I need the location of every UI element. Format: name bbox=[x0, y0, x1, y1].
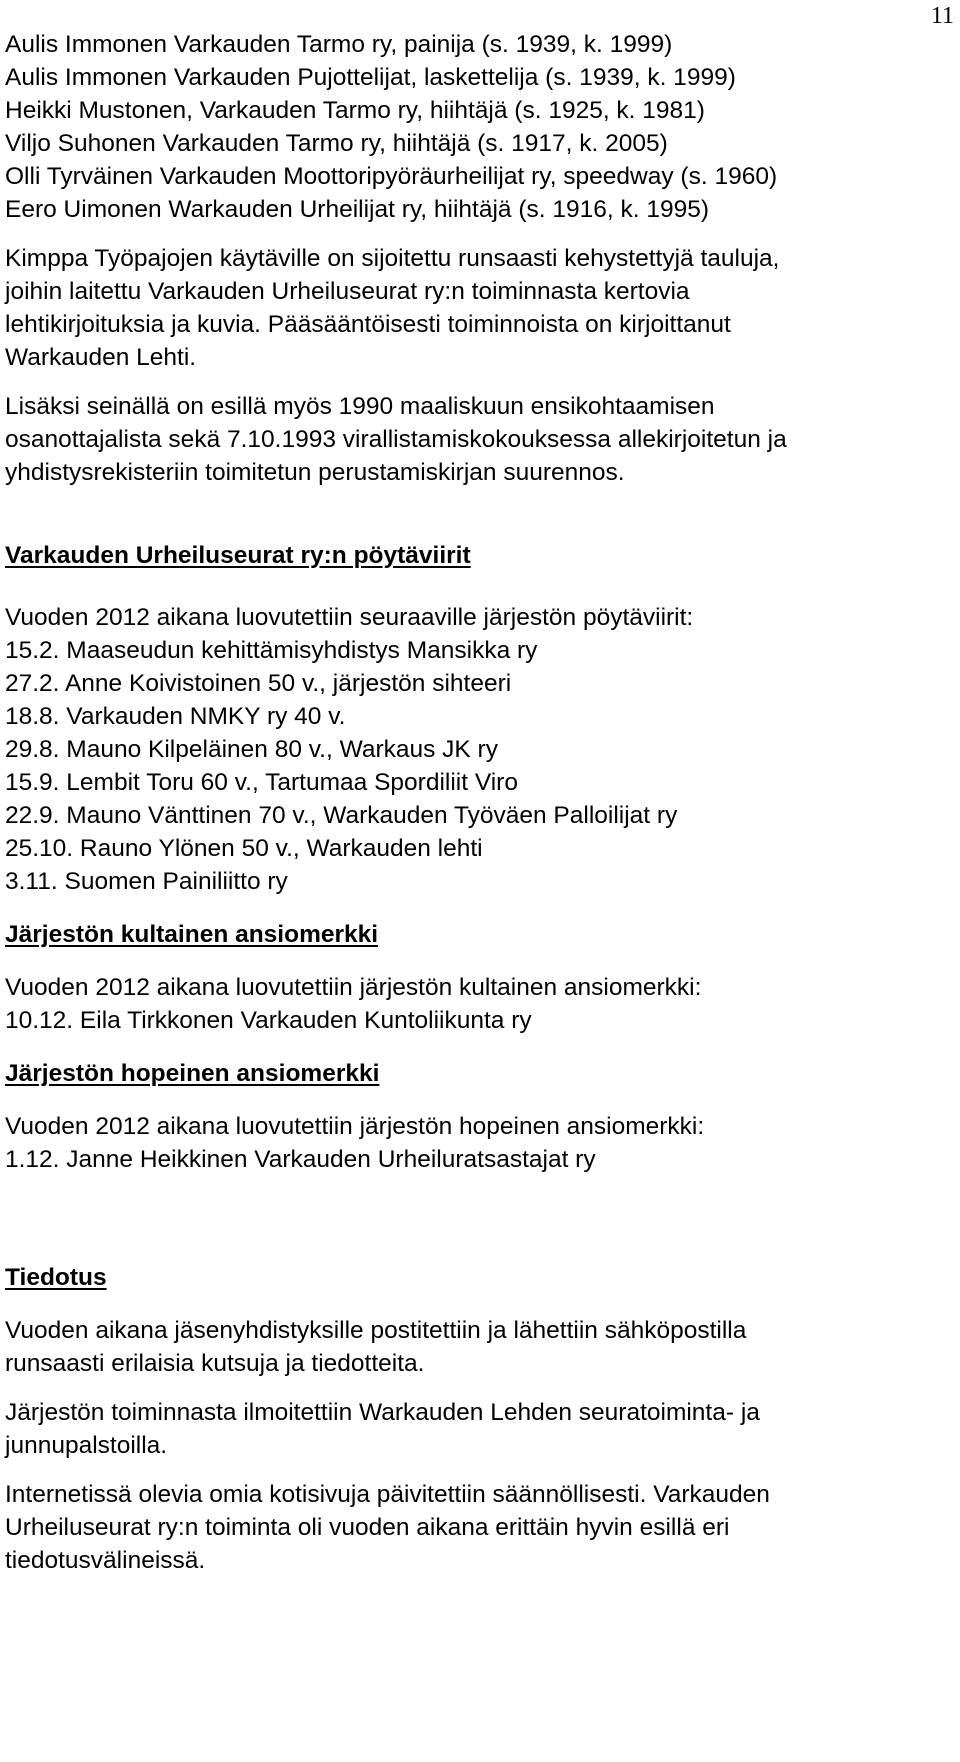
list-item: 15.2. Maaseudun kehittämisyhdistys Mansikka ry bbox=[5, 637, 538, 664]
hopeinen-section bbox=[5, 1057, 930, 1176]
honorees-list bbox=[5, 28, 930, 226]
paragraph-line: Kimppa Työpajojen käytäville on sijoitettu runsaasti kehystettyjä tauluja, bbox=[5, 245, 780, 272]
paragraph-line: lehtikirjoituksia ja kuvia. Pääsääntöisesti toiminnoista on kirjoittanut bbox=[5, 311, 731, 338]
paragraph-line: Vuoden aikana jäsenyhdistyksille postitettiin ja lähettiin sähköpostilla bbox=[5, 1317, 747, 1344]
honoree-line: Aulis Immonen Varkauden Pujottelijat, laskettelija (s. 1939, k. 1999) bbox=[5, 64, 736, 91]
kultainen-section bbox=[5, 918, 930, 1037]
list-item: 25.10. Rauno Ylönen 50 v., Warkauden lehti bbox=[5, 835, 483, 862]
paragraph-line: runsaasti erilaisia kutsuja ja tiedotteita. bbox=[5, 1350, 425, 1377]
honoree-line: Viljo Suhonen Varkauden Tarmo ry, hiihtäjä (s. 1917, k. 2005) bbox=[5, 130, 668, 157]
paragraph-line: Lisäksi seinällä on esillä myös 1990 maaliskuun ensikohtaamisen bbox=[5, 393, 715, 420]
paragraph-line: Warkauden Lehti. bbox=[5, 344, 197, 371]
paragraph-line: yhdistysrekisteriin toimitetun perustamiskirjan suurennos. bbox=[5, 459, 625, 486]
kimppa-paragraph bbox=[5, 242, 930, 374]
paragraph-line: joihin laitettu Varkauden Urheiluseurat ry:n toiminnasta kertovia bbox=[5, 278, 690, 305]
list-item: 18.8. Varkauden NMKY ry 40 v. bbox=[5, 703, 346, 730]
list-item: 1.12. Janne Heikkinen Varkauden Urheiluratsastajat ry bbox=[5, 1146, 596, 1173]
kultainen-heading: Järjestön kultainen ansiomerkki bbox=[5, 921, 379, 948]
list-item: 22.9. Mauno Vänttinen 70 v., Warkauden Työväen Palloilijat ry bbox=[5, 802, 678, 829]
honoree-line: Olli Tyrväinen Varkauden Moottoripyöräurheilijat ry, speedway (s. 1960) bbox=[5, 163, 778, 190]
tiedotus-heading: Tiedotus bbox=[5, 1264, 107, 1291]
lisaksi-paragraph bbox=[5, 390, 930, 489]
hopeinen-intro: Vuoden 2012 aikana luovutettiin järjestön hopeinen ansiomerkki: bbox=[5, 1113, 705, 1140]
paragraph-line: osanottajalista sekä 7.10.1993 virallistamiskokouksessa allekirjoitetun ja bbox=[5, 426, 787, 453]
list-item: 27.2. Anne Koivistoinen 50 v., järjestön sihteeri bbox=[5, 670, 512, 697]
document-body bbox=[5, 28, 930, 1577]
kultainen-intro: Vuoden 2012 aikana luovutettiin järjestön kultainen ansiomerkki: bbox=[5, 974, 702, 1001]
poytaviirit-heading: Varkauden Urheiluseurat ry:n pöytäviirit bbox=[5, 542, 471, 569]
list-item: 29.8. Mauno Kilpeläinen 80 v., Warkaus JK ry bbox=[5, 736, 498, 763]
paragraph-line: Järjestön toiminnasta ilmoitettiin Warkauden Lehden seuratoiminta- ja bbox=[5, 1399, 760, 1426]
paragraph-line: Internetissä olevia omia kotisivuja päivitettiin säännöllisesti. Varkauden bbox=[5, 1481, 770, 1508]
paragraph-line: tiedotusvälineissä. bbox=[5, 1547, 206, 1574]
poytaviirit-section bbox=[5, 539, 930, 898]
hopeinen-heading: Järjestön hopeinen ansiomerkki bbox=[5, 1060, 380, 1087]
list-item: 3.11. Suomen Painiliitto ry bbox=[5, 868, 288, 895]
page-number: 11 bbox=[930, 3, 954, 29]
list-item: 10.12. Eila Tirkkonen Varkauden Kuntoliikunta ry bbox=[5, 1007, 532, 1034]
honoree-line: Aulis Immonen Varkauden Tarmo ry, painija (s. 1939, k. 1999) bbox=[5, 31, 673, 58]
honoree-line: Eero Uimonen Warkauden Urheilijat ry, hiihtäjä (s. 1916, k. 1995) bbox=[5, 196, 710, 223]
honoree-line: Heikki Mustonen, Varkauden Tarmo ry, hiihtäjä (s. 1925, k. 1981) bbox=[5, 97, 705, 124]
list-item: 15.9. Lembit Toru 60 v., Tartumaa Spordiliit Viro bbox=[5, 769, 518, 796]
tiedotus-section bbox=[5, 1261, 930, 1577]
paragraph-line: Urheiluseurat ry:n toiminta oli vuoden aikana erittäin hyvin esillä eri bbox=[5, 1514, 730, 1541]
paragraph-line: junnupalstoilla. bbox=[5, 1432, 168, 1459]
poytaviirit-intro: Vuoden 2012 aikana luovutettiin seuraaville järjestön pöytäviirit: bbox=[5, 604, 694, 631]
